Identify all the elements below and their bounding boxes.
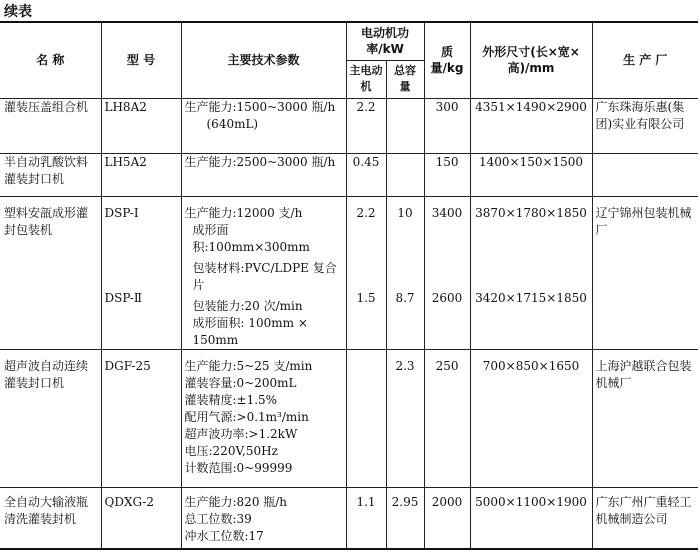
row-params: 生产能力:2500~3000 瓶/h — [181, 153, 346, 196]
row-name: 塑料安瓿成形灌封包装机 — [0, 196, 101, 349]
header-power-main: 主电动机 — [346, 60, 386, 98]
table-row — [0, 98, 698, 153]
value-line: 10 — [397, 205, 413, 220]
row-model: LH8A2 — [101, 98, 181, 153]
param-line: 包装材料:PVC/LDPE 复合片 — [192, 260, 337, 292]
param-line: 电压:220V,50Hz — [184, 443, 278, 458]
param-line: 生产能力:5~25 支/min — [184, 358, 313, 373]
row-params — [181, 487, 346, 549]
param-line: 生产能力:1500~3000 瓶/h — [184, 99, 336, 114]
row-params — [181, 196, 346, 349]
param-line: 生产能力:820 瓶/h — [184, 494, 288, 509]
table-row — [0, 196, 698, 349]
row-maker: 上海沪越联合包装机械厂 — [592, 349, 698, 487]
value-line: 1.5 — [356, 290, 376, 305]
param-line: 包装能力:20 次/min — [192, 298, 303, 313]
row-dims: 5000×1100×1900 — [470, 487, 592, 549]
row-name: 超声波自动连续灌装封口机 — [0, 349, 101, 487]
equipment-table — [0, 21, 698, 550]
table-row — [0, 153, 698, 196]
row-total-power: 2.95 — [386, 487, 424, 549]
param-line: 成形面积:100mm×300mm — [192, 222, 310, 254]
param-line: (640mL) — [206, 116, 259, 131]
row-mass — [424, 196, 470, 349]
row-dims: 700×850×1650 — [470, 349, 592, 487]
param-line: 总工位数:39 — [184, 511, 252, 526]
value-line: 2.2 — [356, 205, 376, 220]
row-main-power: 1.1 — [346, 487, 386, 549]
row-total-power — [386, 98, 424, 153]
table-caption: 续表 — [4, 4, 32, 20]
param-line: 配用气源:>0.1m³/min — [184, 409, 309, 424]
value-line: 2600 — [431, 290, 463, 305]
row-mass: 300 — [424, 98, 470, 153]
param-line: 灌装容量:0~200mL — [184, 375, 297, 390]
row-total-power — [386, 196, 424, 349]
row-main-power — [346, 349, 386, 487]
row-main-power: 2.2 — [346, 98, 386, 153]
param-line: 超声波功率:>1.2kW — [184, 426, 298, 441]
header-model: 型 号 — [101, 22, 181, 98]
header-params: 主要技术参数 — [181, 22, 346, 98]
row-model — [101, 196, 181, 349]
param-line: 计数范围:0~99999 — [184, 460, 293, 475]
model-line: DSP-Ⅰ — [104, 205, 139, 220]
row-model: DGF-25 — [101, 349, 181, 487]
model-line: DSP-Ⅱ — [104, 290, 142, 305]
row-maker: 广东广州广重轻工机械制造公司 — [592, 487, 698, 549]
row-total-power: 2.3 — [386, 349, 424, 487]
header-power-total: 总容量 — [386, 60, 424, 98]
row-params — [181, 349, 346, 487]
header-mass: 质量/kg — [424, 22, 470, 98]
param-line: 灌装精度:±1.5% — [184, 392, 278, 407]
row-dims — [470, 196, 592, 349]
row-maker: 辽宁锦州包装机械厂 — [592, 196, 698, 349]
row-mass: 250 — [424, 349, 470, 487]
row-name: 灌装压盖组合机 — [0, 98, 101, 153]
row-name: 半自动乳酸饮料灌装封口机 — [0, 153, 101, 196]
row-mass: 2000 — [424, 487, 470, 549]
row-maker — [592, 153, 698, 196]
row-model: LH5A2 — [101, 153, 181, 196]
header-maker: 生 产 厂 — [592, 22, 698, 98]
header-name: 名 称 — [0, 22, 101, 98]
value-line: 3870×1780×1850 — [475, 205, 587, 220]
row-model: QDXG-2 — [101, 487, 181, 549]
value-line: 3400 — [431, 205, 463, 220]
row-name: 全自动大输液瓶清洗灌装封机 — [0, 487, 101, 549]
row-mass: 150 — [424, 153, 470, 196]
param-line: 冲水工位数:17 — [184, 528, 264, 543]
row-params — [181, 98, 346, 153]
value-line: 8.7 — [395, 290, 415, 305]
header-dims: 外形尺寸(长×宽×高)/mm — [470, 22, 592, 98]
row-total-power — [386, 153, 424, 196]
table-row — [0, 349, 698, 487]
param-line: 生产能力:12000 支/h — [184, 205, 303, 220]
row-maker: 广东珠海乐惠(集团)实业有限公司 — [592, 98, 698, 153]
value-line: 3420×1715×1850 — [475, 290, 587, 305]
param-line: 成形面积: 100mm × 150mm — [192, 315, 308, 347]
row-dims: 1400×150×1500 — [470, 153, 592, 196]
table-row — [0, 487, 698, 549]
row-main-power: 0.45 — [346, 153, 386, 196]
header-power-group: 电动机功率/kW — [346, 22, 424, 60]
row-dims: 4351×1490×2900 — [470, 98, 592, 153]
row-main-power — [346, 196, 386, 349]
